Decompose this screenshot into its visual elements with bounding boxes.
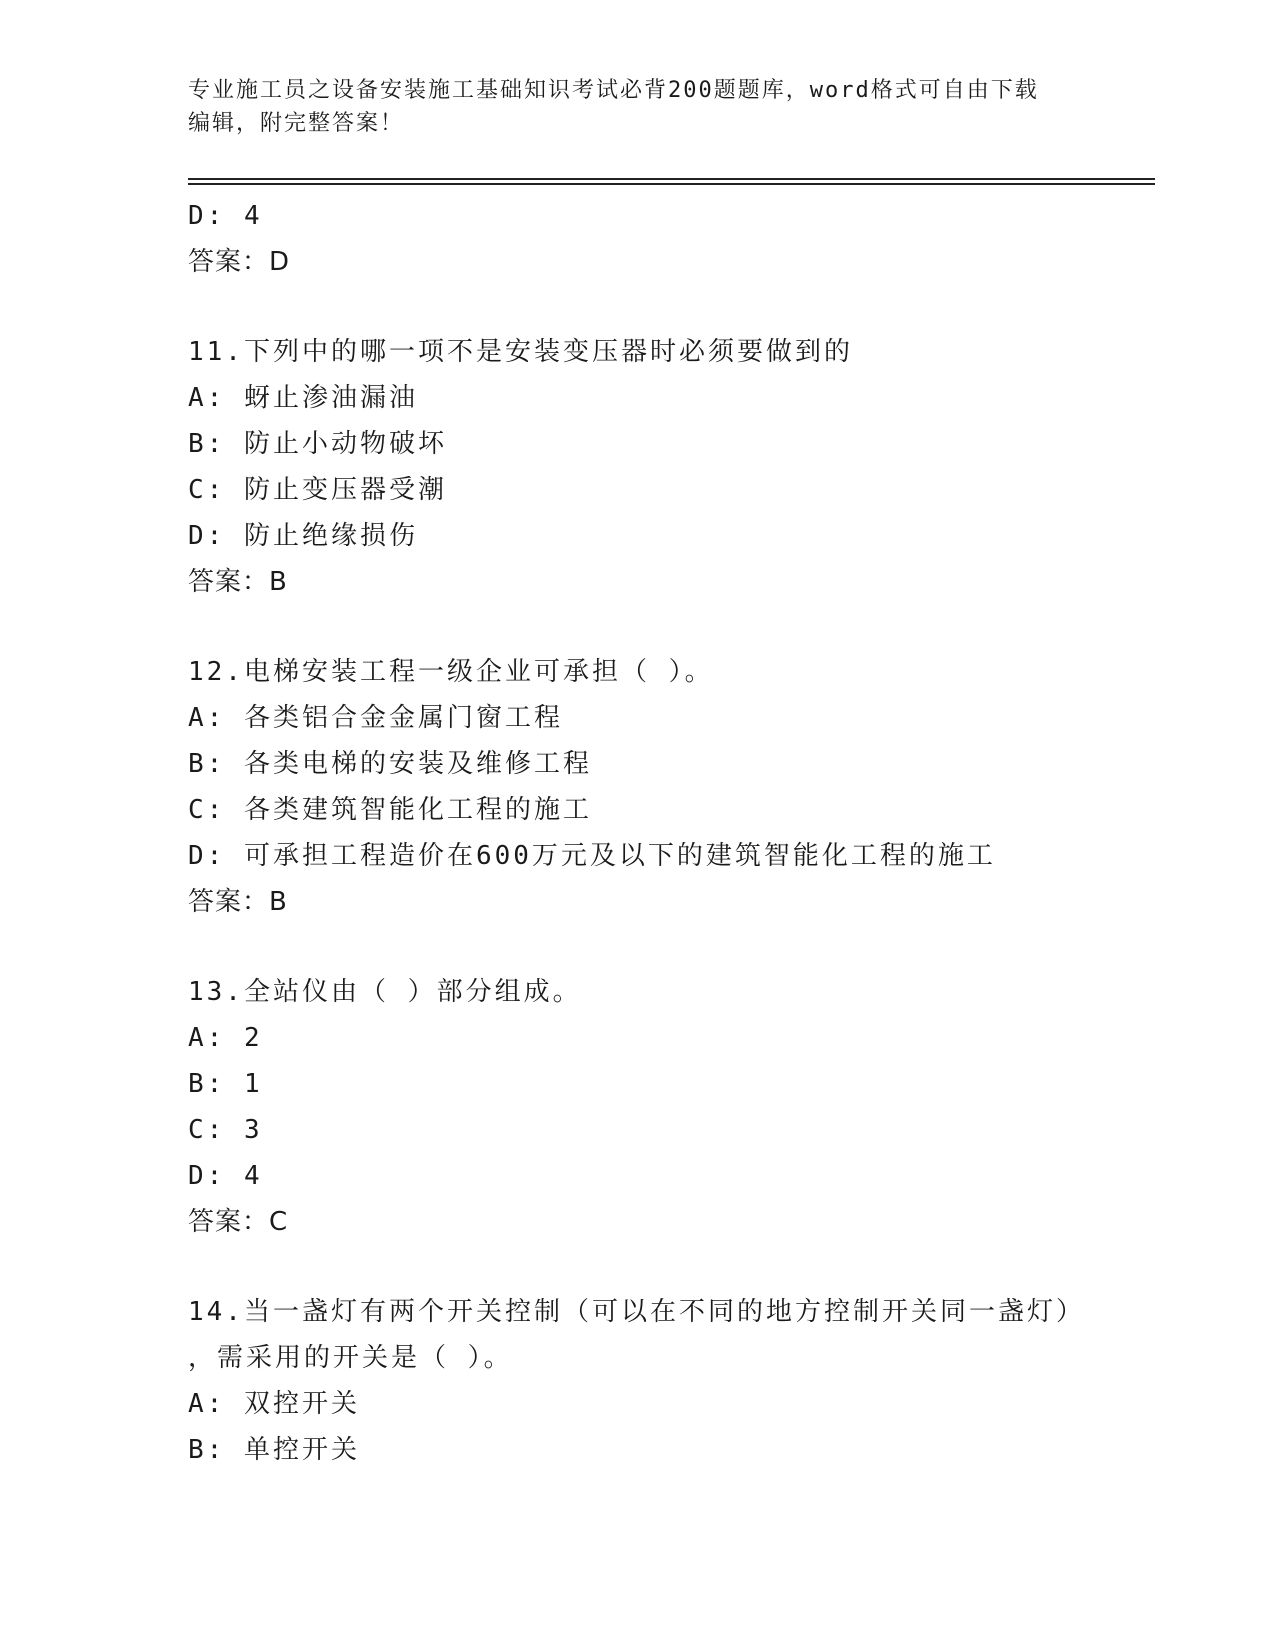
question-13-answer: 答案：C xyxy=(188,1207,289,1237)
question-11: 11.下列中的哪一项不是安装变压器时必须要做到的 xyxy=(188,337,853,367)
question-11-answer: 答案：B xyxy=(188,567,288,597)
spacer xyxy=(188,605,1148,649)
question-11-option-a: A: 蚜止渗油漏油 xyxy=(188,383,418,413)
question-13: 13.全站仪由（ ）部分组成。 xyxy=(188,977,582,1007)
header-title-line-1: 专业施工员之设备安装施工基础知识考试必背200题题库，word格式可自由下载 xyxy=(188,78,1039,103)
question-list xyxy=(188,193,1148,1473)
question-13-option-b: B: 1 xyxy=(188,1069,263,1099)
question-11-option-c: C: 防止变压器受潮 xyxy=(188,475,447,505)
document-header xyxy=(188,74,1088,140)
spacer xyxy=(188,285,1148,329)
header-title-line-2: 编辑，附完整答案！ xyxy=(188,111,405,136)
spacer xyxy=(188,1245,1148,1289)
answer-line: 答案：D xyxy=(188,247,291,277)
question-14-line-2: ，需采用的开关是（ ）。 xyxy=(188,1343,513,1373)
option-d: D: 4 xyxy=(188,201,263,231)
question-12: 12.电梯安装工程一级企业可承担（ ）。 xyxy=(188,657,714,687)
question-14-option-b: B: 单控开关 xyxy=(188,1435,360,1465)
question-12-option-b: B: 各类电梯的安装及维修工程 xyxy=(188,749,592,779)
question-13-option-d: D: 4 xyxy=(188,1161,263,1191)
question-14-line-1: 14.当一盏灯有两个开关控制（可以在不同的地方控制开关同一盏灯） xyxy=(188,1297,1085,1327)
question-14-option-a: A: 双控开关 xyxy=(188,1389,360,1419)
question-13-option-a: A: 2 xyxy=(188,1023,263,1053)
question-13-option-c: C: 3 xyxy=(188,1115,263,1145)
question-11-option-d: D: 防止绝缘损伤 xyxy=(188,521,418,551)
question-12-option-a: A: 各类铝合金金属门窗工程 xyxy=(188,703,563,733)
question-12-answer: 答案：B xyxy=(188,887,288,917)
question-12-option-d: D: 可承担工程造价在600万元及以下的建筑智能化工程的施工 xyxy=(188,841,996,871)
spacer xyxy=(188,925,1148,969)
header-divider-bottom xyxy=(188,183,1155,185)
header-divider-top xyxy=(188,178,1155,180)
question-12-option-c: C: 各类建筑智能化工程的施工 xyxy=(188,795,592,825)
question-11-option-b: B: 防止小动物破坏 xyxy=(188,429,447,459)
